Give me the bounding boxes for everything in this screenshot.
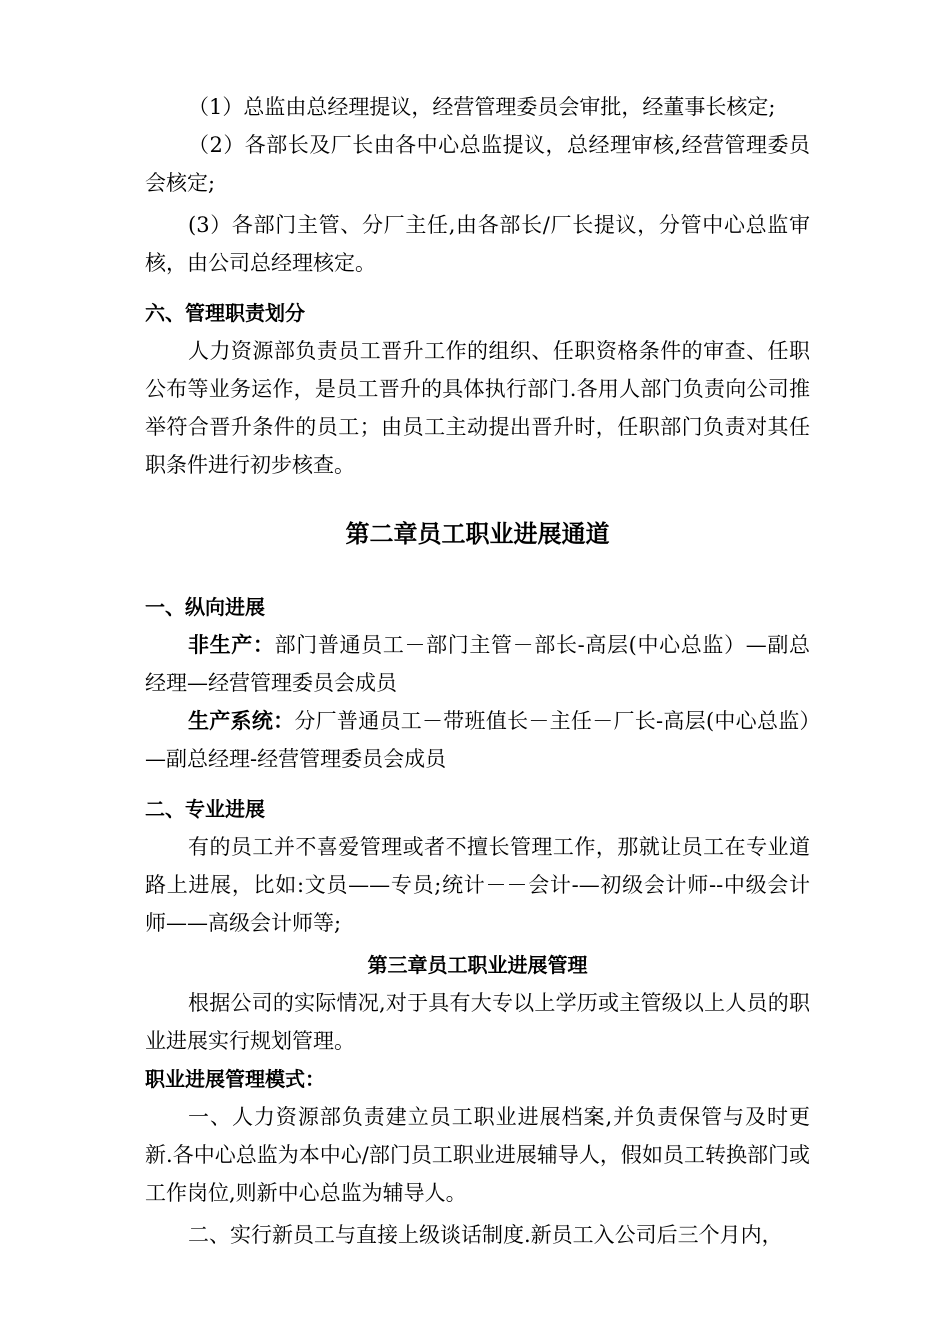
approval-item-2: （2）各部长及厂长由各中心总监提议，总经理审核,经营管理委员会核定; [145,133,810,195]
section-6-body: 人力资源部负责员工晋升工作的组织、任职资格条件的审查、任职公布等业务运作，是员工晋升的具体执行部门.各用人部门负责向公司推举符合晋升条件的员工；由员工主动提出晋升时，任职部门负责对其任职条件进行初步核查。 [145,339,810,477]
vertical-development-heading: 一、纵向进展 [145,595,265,619]
production-text: 分厂普通员工－带班值长－主任－厂长-高层(中心总监）—副总经理-经营管理委员会成员 [145,709,810,771]
management-mode-heading: 职业进展管理模式： [145,1067,325,1091]
nonproduction-text: 部门普通员工－部门主管－部长-高层(中心总监）—副总经理—经营管理委员会成员 [145,633,811,695]
professional-development-body: 有的员工并不喜爱管理或者不擅长管理工作，那就让员工在专业道路上进展，比如:文员——专员;统计－－会计-—初级会计师--中级会计师——高级会计师等; [145,835,810,935]
approval-item-1: （1）总监由总经理提议，经营管理委员会审批，经董事长核定; [188,95,776,119]
chapter-2-title: 第二章员工职业进展通道 [345,520,610,548]
chapter-3-intro: 根据公司的实际情况,对于具有大专以上学历或主管级以上人员的职业进展实行规划管理。 [145,991,810,1053]
management-mode-1: 一、人力资源部负责建立员工职业进展档案,并负责保管与及时更新.各中心总监为本中心/部门员工职业进展辅导人，假如员工转换部门或工作岗位,则新中心总监为辅导人。 [145,1105,810,1205]
production-path [145,702,810,778]
approval-item-3: (3）各部门主管、分厂主任,由各部长/厂长提议，分管中心总监审核，由公司总经理核定。 [145,213,810,275]
chapter-3-title: 第三章员工职业进展管理 [367,953,588,977]
section-6-heading: 六、管理职责划分 [145,301,305,325]
nonproduction-path [145,626,810,702]
management-mode-2: 二、实行新员工与直接上级谈话制度.新员工入公司后三个月内， [188,1223,783,1247]
document-page [145,88,810,1254]
production-label: 生产系统： [188,709,295,733]
nonproduction-label: 非生产： [188,633,275,657]
professional-development-heading: 二、专业进展 [145,797,265,821]
